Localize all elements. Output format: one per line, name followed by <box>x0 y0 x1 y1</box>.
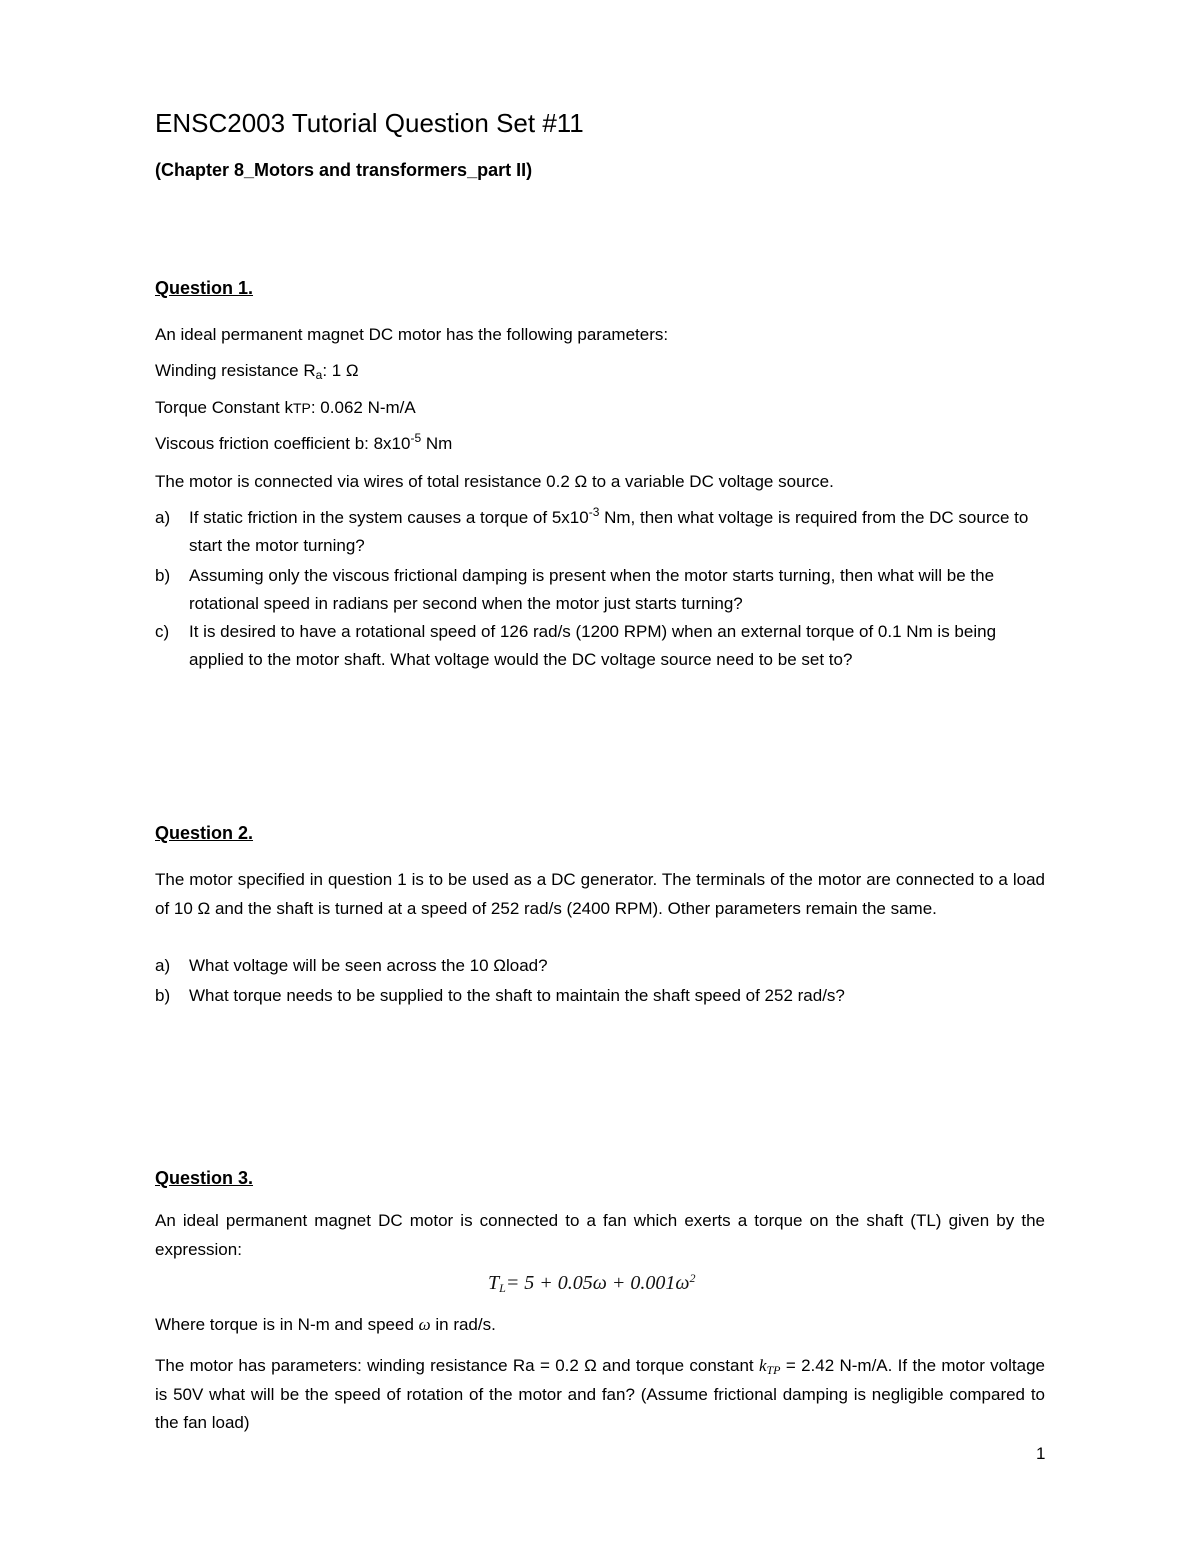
question-1-heading: Question 1. <box>155 278 254 298</box>
question-2-heading: Question 2. <box>155 823 254 843</box>
param-viscous-label: Viscous friction coefficient b: 8x10 <box>155 434 411 453</box>
question-1-part-a <box>155 504 1045 560</box>
part-b-text: Assuming only the viscous frictional damping is present when the motor starts turning, then what will be the rotational speed in radians per second when the motor just starts turning? <box>189 566 995 613</box>
part-c-marker: c) <box>155 622 170 641</box>
equation-lhs-subscript: L <box>499 1281 506 1295</box>
param-winding-subscript: a <box>315 368 323 382</box>
param-winding-label: Winding resistance R <box>155 361 316 380</box>
param-winding-value: : 1 Ω <box>322 361 359 380</box>
document-subtitle: (Chapter 8_Motors and transformers_part II) <box>155 160 533 180</box>
equation-rhs: = 5 + 0.05ω + 0.001ω <box>505 1272 690 1294</box>
page-number: 1 <box>1036 1444 1046 1463</box>
torque-constant-subscript: TP <box>766 1363 781 1377</box>
params-text-start: The motor has parameters: winding resistance Ra = 0.2 Ω and torque constant <box>155 1356 759 1375</box>
param-viscous-unit: Nm <box>421 434 453 453</box>
equation-rhs-exponent: 2 <box>689 1271 696 1285</box>
param-torque-subscript: TP <box>292 400 311 416</box>
q2-part-b-text: What torque needs to be supplied to the shaft to maintain the shaft speed of 252 rad/s? <box>189 986 845 1005</box>
param-torque-label: Torque Constant k <box>155 398 293 417</box>
params-text-end: = 2.42 N-m/A. If the motor voltage is 50V what will be the speed of rotation of the motor and fan? (Assume frictional damping is negligible compared to the fan load) <box>155 1356 1045 1432</box>
question-1-connection: The motor is connected via wires of total resistance 0.2 Ω to a variable DC voltage source. <box>155 472 834 491</box>
equation-lhs: T <box>488 1272 500 1294</box>
part-a-exponent: -3 <box>588 505 600 519</box>
question-2-part-b <box>155 982 1045 1010</box>
question-3-units <box>155 1315 496 1335</box>
param-viscous-friction <box>155 431 453 454</box>
part-a-text-start: If static friction in the system causes a torque of 5x10 <box>189 508 589 527</box>
question-3-heading: Question 3. <box>155 1168 254 1188</box>
part-a-text-end: Nm, then what voltage is required from the DC source to start the motor turning? <box>189 508 1029 555</box>
question-3-parameters <box>155 1352 1045 1438</box>
param-torque-value: : 0.062 N-m/A <box>310 398 416 417</box>
units-text-start: Where torque is in N-m and speed <box>155 1315 419 1334</box>
question-2-intro: The motor specified in question 1 is to be used as a DC generator. The terminals of the motor are connected to a load of 10 Ω and the shaft is turned at a speed of 252 rad/s (2400 RPM). Other parameters remain the same. <box>155 870 1045 918</box>
question-2-part-a <box>155 952 1045 980</box>
q2-part-a-text: What voltage will be seen across the 10 Ωload? <box>189 956 548 975</box>
part-c-text: It is desired to have a rotational speed of 126 rad/s (1200 RPM) when an external torque of 0.1 Nm is being applied to the motor shaft. What voltage would the DC voltage source need to be set to? <box>189 622 997 669</box>
units-text-end: in rad/s. <box>430 1315 496 1334</box>
question-1-part-b <box>155 562 1045 618</box>
param-viscous-exponent: -5 <box>410 431 422 445</box>
part-b-marker: b) <box>155 566 171 585</box>
document-title: ENSC2003 Tutorial Question Set #11 <box>155 108 584 138</box>
question-3-intro: An ideal permanent magnet DC motor is connected to a fan which exerts a torque on the shaft (TL) given by the expression: <box>155 1211 1045 1259</box>
param-winding-resistance <box>155 361 359 381</box>
omega-symbol: ω <box>418 1315 431 1334</box>
part-a-marker: a) <box>155 508 171 527</box>
q2-part-a-marker: a) <box>155 956 171 975</box>
fan-torque-equation <box>488 1272 696 1295</box>
param-torque-constant <box>155 398 416 418</box>
q2-part-b-marker: b) <box>155 986 171 1005</box>
torque-constant-symbol: k <box>758 1356 767 1375</box>
question-1-part-c <box>155 618 1045 674</box>
question-1-intro: An ideal permanent magnet DC motor has the following parameters: <box>155 325 669 344</box>
